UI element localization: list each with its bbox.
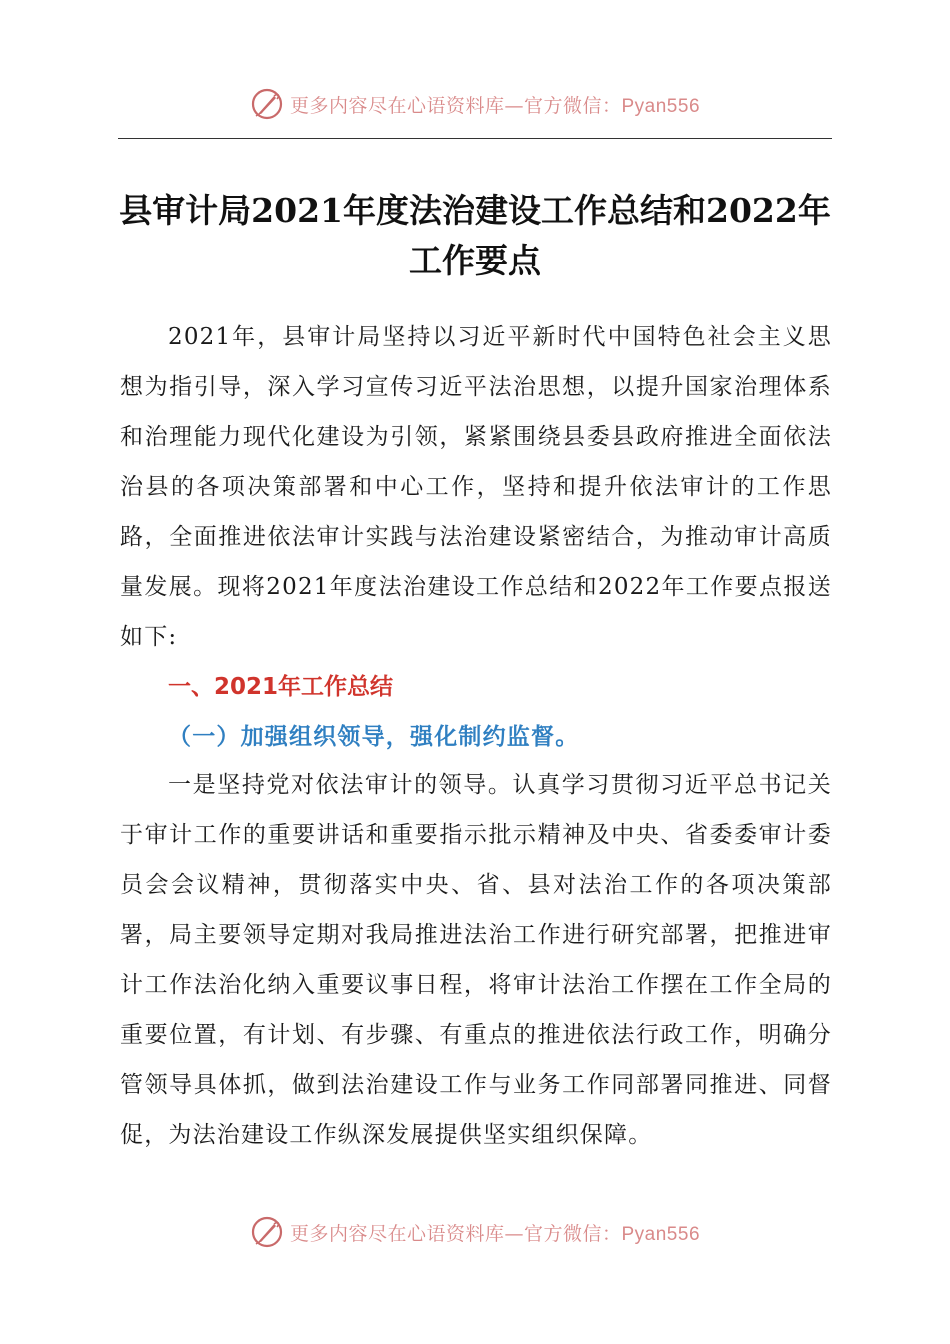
header-divider [118, 138, 832, 139]
footer-watermark-text: 更多内容尽在心语资料库—官方微信： [289, 1222, 622, 1245]
footer-watermark-id: Pyan556 [621, 1223, 701, 1245]
footer-watermark [0, 1212, 950, 1252]
header-watermark-text: 更多内容尽在心语资料库—官方微信： [289, 94, 622, 117]
header-watermark-id: Pyan556 [621, 95, 701, 117]
body-paragraph: 一是坚持党对依法审计的领导。认真学习贯彻习近平总书记关于审计工作的重要讲话和重要指示批示精神及中央、省委委审计委员会会议精神，贯彻落实中央、省、县对法治工作的各项决策部署，局主要领导定期对我局推进法治工作进行研究部署，把推进审计工作法治化纳入重要议事日程，将审计法治工作摆在工作全局的重要位置，有计划、有步骤、有重点的推进依法行政工作，明确分管领导具体抓，做到法治建设工作与业务工作同部署同推进、同督促，为法治建设工作纵深发展提供坚实组织保障。 [120, 772, 832, 1148]
section-heading: 一、2021年工作总结 [168, 674, 394, 700]
document-title: 县审计局2021年度法治建设工作总结和2022年工作要点 [119, 191, 831, 280]
intro-paragraph: 2021年，县审计局坚持以习近平新时代中国特色社会主义思想为指引导，深入学习宣传习近平法治思想，以提升国家治理体系和治理能力现代化建设为引领，紧紧围绕县委县政府推进全面依法治县的各项决策部署和中心工作，坚持和提升依法审计的工作思路，全面推进依法审计实践与法治建设紧密结合，为推动审计高质量发展。现将2021年度法治建设工作总结和2022年工作要点报送如下: [120, 324, 832, 650]
quill-pen-logo-icon [250, 1215, 284, 1249]
quill-pen-logo-icon [250, 87, 284, 121]
subsection-heading: （一）加强组织领导，强化制约监督。 [168, 723, 580, 750]
header-watermark [0, 84, 950, 124]
